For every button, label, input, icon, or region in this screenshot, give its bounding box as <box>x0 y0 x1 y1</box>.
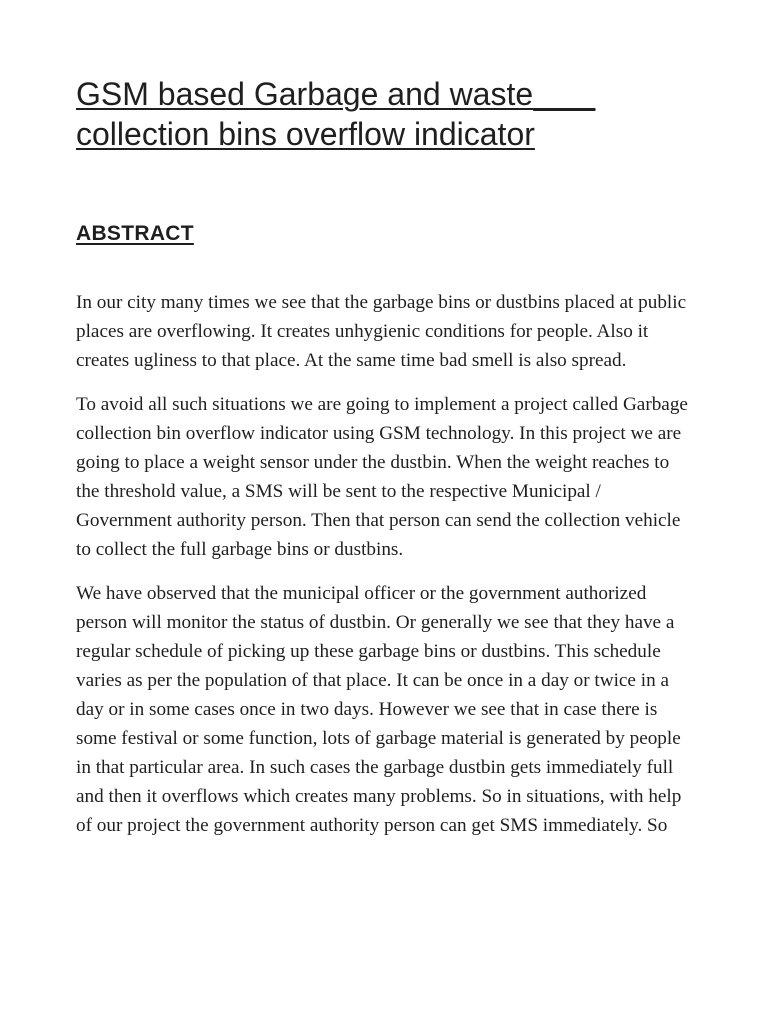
title-line-2: collection bins overflow indicator <box>76 116 535 152</box>
document-title <box>76 74 694 154</box>
paragraph-1: In our city many times we see that the garbage bins or dustbins placed at public places are overflowing. It creates unhygienic conditions for people. Also it creates ugliness to that place. At the same time bad smell is also spread. <box>76 292 687 371</box>
paragraph-3: We have observed that the municipal officer or the government authorized person will monitor the status of dustbin. Or generally we see that they have a regular schedule of picking up these garbage bins or dustbins. This schedule varies as per the population of that place. It can be once in a day or twice in a day or in some cases once in two days. However we see that in case there is some festival or some function, lots of garbage material is generated by people in that particular area. In such cases the garbage dustbin gets immediately full and then it overflows which creates many problems. So in situations, with help of our project the government authority person can get SMS immediately. So <box>76 583 682 836</box>
paragraph-2: To avoid all such situations we are going to implement a project called Garbage collection bin overflow indicator using GSM technology. In this project we are going to place a weight sensor under the dustbin. When the weight reaches to the threshold value, a SMS will be sent to the respective Municipal / Government authority person. Then that person can send the collection vehicle to collect the full garbage bins or dustbins. <box>76 394 688 560</box>
title-line-1: GSM based Garbage and waste <box>76 76 534 112</box>
abstract-body <box>76 288 696 855</box>
abstract-heading: ABSTRACT <box>76 222 194 245</box>
document-content <box>76 74 694 836</box>
